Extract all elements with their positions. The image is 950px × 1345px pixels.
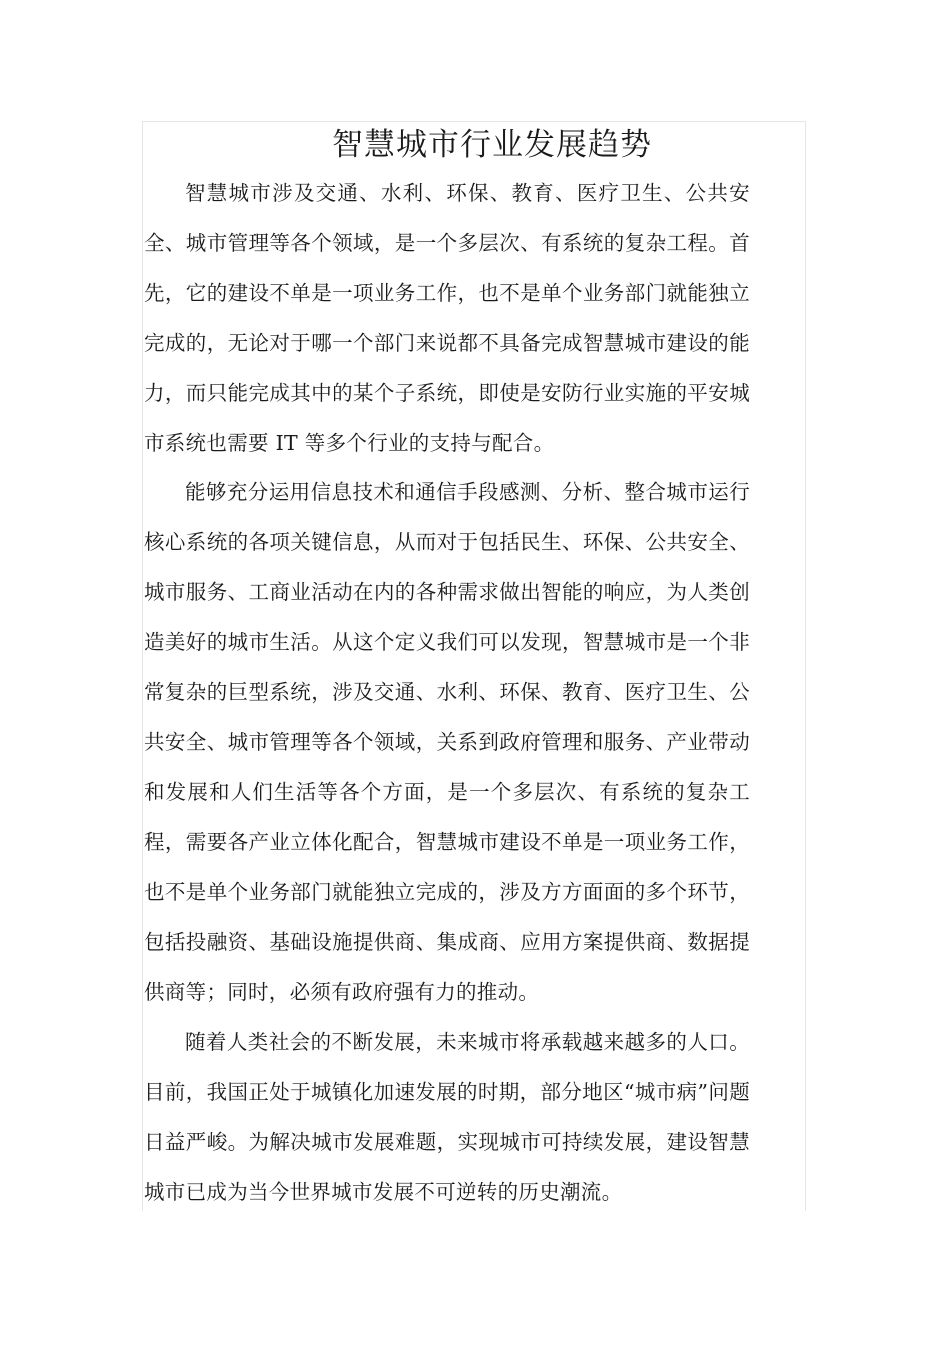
document-title: 智慧城市行业发展趋势 [332, 127, 652, 163]
paragraph-1: 智慧城市涉及交通、水利、环保、教育、医疗卫生、公共安全、城市管理等各个领域，是一个多层次、有系统的复杂工程。首先，它的建设不单是一项业务工作，也不是单个业务部门就能独立完成的，无论对于哪一个部门来说都不具备完成智慧城市建设的能力，而只能完成其中的某个子系统，即使是安防行业实施的平安城市系统也需要 IT 等多个行业的支持与配合。 [144, 181, 750, 455]
paragraph-2: 能够充分运用信息技术和通信手段感测、分析、整合城市运行核心系统的各项关键信息，从而对于包括民生、环保、公共安全、城市服务、工商业活动在内的各种需求做出智能的响应，为人类创造美好的城市生活。从这个定义我们可以发现，智慧城市是一个非常复杂的巨型系统，涉及交通、水利、环保、教育、医疗卫生、公共安全、城市管理等各个领域，关系到政府管理和服务、产业带动和发展和人们生活等各个方面，是一个多层次、有系统的复杂工程，需要各产业立体化配合，智慧城市建设不单是一项业务工作，也不是单个业务部门就能独立完成的，涉及方方面面的多个环节，包括投融资、基础设施提供商、集成商、应用方案提供商、数据提供商等；同时，必须有政府强有力的推动。 [144, 480, 750, 1004]
paragraph-3: 随着人类社会的不断发展，未来城市将承载越来越多的人口。目前，我国正处于城镇化加速发展的时期，部分地区“城市病”问题日益严峻。为解决城市发展难题，实现城市可持续发展，建设智慧城市已成为当今世界城市发展不可逆转的历史潮流。 [144, 1030, 750, 1204]
